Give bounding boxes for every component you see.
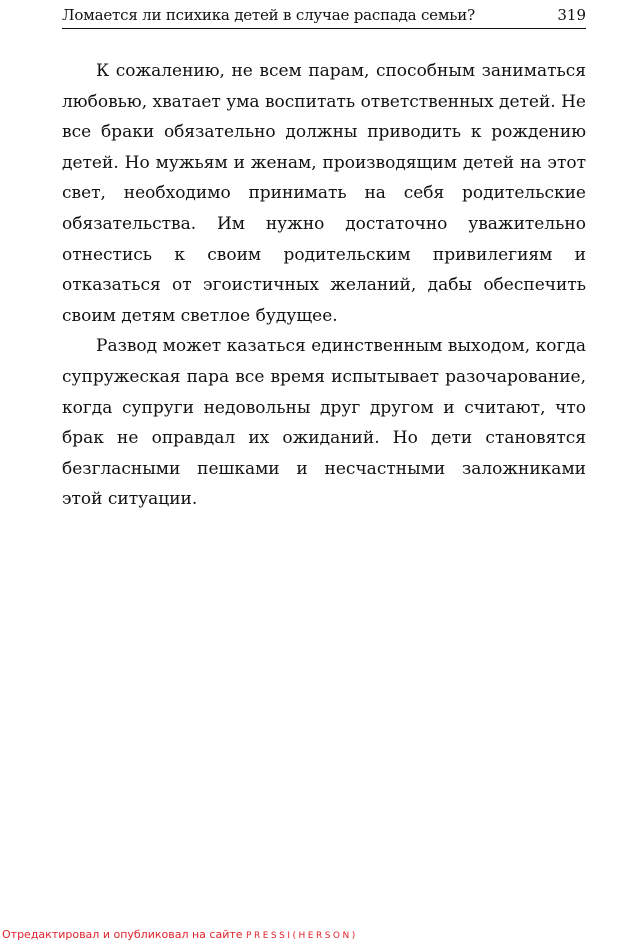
page-number: 319 <box>557 6 586 24</box>
body-text <box>62 56 586 515</box>
header-divider <box>62 28 586 29</box>
footer-site-name: PRESSI(HERSON) <box>246 931 358 941</box>
running-head <box>62 2 586 28</box>
footer-credit <box>2 928 358 943</box>
footer-credit-text: Отредактировал и опубликовал на сайте <box>2 928 243 941</box>
paragraph-1: К сожалению, не всем парам, способным заниматься любовью, хватает ума воспитать ответственных детей. Не все браки обязательно должны приводить к рождению детей. Но мужьям и женам, производящим детей на этот свет, необходимо принимать на себя родительские обязательства. Им нужно достаточно уважительно отнестись к своим родительским привилегиям и отказаться от эгоистичных желаний, дабы обеспечить своим детям светлое будущее. <box>62 61 586 326</box>
paragraph-2: Развод может казаться единственным выходом, когда супружеская пара все время испытывает разочарование, когда супруги недовольны друг другом и считают, что брак не оправдал их ожиданий. Но дети становятся безгласными пешками и несчастными заложниками этой ситуации. <box>62 336 586 510</box>
running-title: Ломается ли психика детей в случае распада семьи? <box>62 6 475 24</box>
